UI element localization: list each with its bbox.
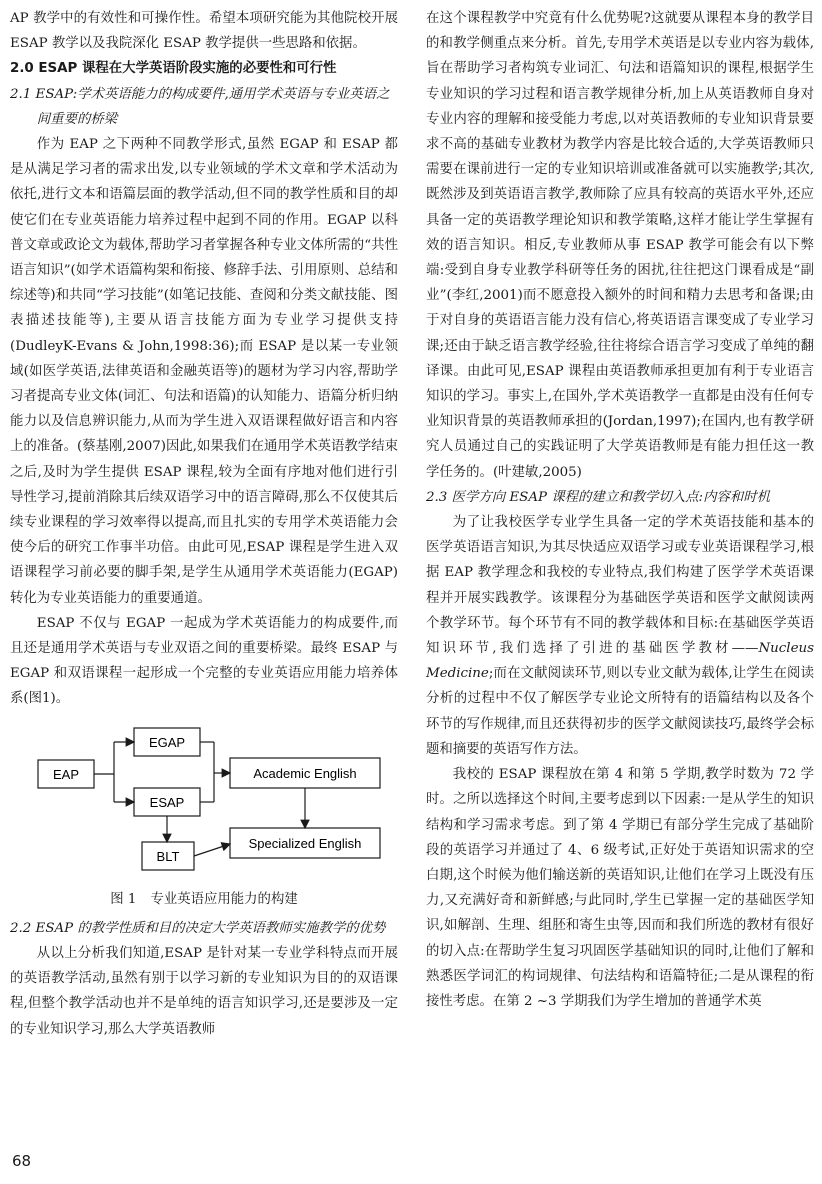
left-column — [10, 6, 398, 1042]
subsection-heading-2-1: 2.1 ESAP:学术英语能力的构成要件,通用学术英语与专业英语之间重要的桥梁 — [10, 86, 390, 127]
figure-title: 专业英语应用能力的构建 — [150, 891, 298, 907]
body-paragraph: 作为 EAP 之下两种不同教学形式,虽然 EGAP 和 ESAP 都是从满足学习者的需求出发,以专业领域的学术文章和学术活动为依托,进行文本和语篇层面的教学活动,但不同的教学性质和目的却使它们在专业英语能力培养过程中起到不同的作用。EGAP 以科普文章或政论文为载体,帮助学习者掌握各种专业文体所需的“共性语言知识”(如学术语篇构架和衔接、修辞手法、引用原则、总结和综述等)和共同“学习技能”(如笔记技能、查阅和分类文献技能、图表描述技能等),主要从语言技能方面为专业学习提供支持(DudleyK-Evans & John,1998:36);而 ESAP 是以某一专业领域(如医学英语,法律英语和金融英语等)的题材为学习内容,帮助学习者提高专业文体(词汇、句法和语篇)的认知能力、语篇分析归纳能力以及信息辨识能力,从而为学生进入双语课程做好语言和内容上的准备。(蔡基刚,2007)因此,如果我们在通用学术英语教学结束之后,及时为学生提供 ESAP 课程,较为全面有序地对他们进行引导性学习,提前消除其后续双语学习中的语言障碍,那么不仅使其后续专业课程的学习效率得以提高,而且扎实的专用学术英语能力会使今后的研究工作事半功倍。由此可见,ESAP 课程是学生进入双语课程学习前必要的脚手架,是学生从通用学术英语能力(EGAP)转化为专业英语能力的重要通道。 — [10, 137, 398, 606]
section-heading-2-0: 2.0 ESAP 课程在大学英语阶段实施的必要性和可行性 — [10, 61, 337, 77]
textbook-title: Nucleus Medicine — [426, 641, 814, 682]
subsection-heading-2-3: 2.3 医学方向 ESAP 课程的建立和教学切入点:内容和时机 — [426, 489, 771, 505]
right-column — [426, 6, 814, 1014]
figure-number: 图 1 — [110, 891, 137, 907]
blt-label: BLT — [156, 848, 180, 864]
specialized-english-label: Specialized English — [248, 835, 362, 851]
body-paragraph: 我校的 ESAP 课程放在第 4 和第 5 学期,教学时数为 72 学时。之所以选择这个时间,主要考虑到以下因素:一是从学生的知识结构和学习需求考虑。到了第 4 学期已有部分学生完成了基础阶段的英语学习并通过了 4、6 级考试,正好处于英语知识需求的空白期,这个时候为他们输送新的英语知识,让他们在学习上既没有压力,又充满好奇和新鲜感;与此同时,学生已掌握一定的基础医学知识,如解剖、生理、组胚和寄生虫等,因而和我们所选的教材有很好的切入点:在帮助学生复习巩固医学基础知识的同时,让他们了解和熟悉医学词汇的构词规律、句法结构和语篇特征;二是从课程的衔接性考虑。在第 2 ~3 学期我们为学生增加的普通学术英 — [426, 767, 814, 1009]
figure-1-diagram — [10, 722, 398, 882]
eap-label: EAP — [52, 766, 80, 782]
subsection-heading-2-2: 2.2 ESAP 的教学性质和目的决定大学英语教师实施教学的优势 — [10, 920, 386, 936]
body-paragraph: ESAP 不仅与 EGAP 一起成为学术英语能力的构成要件,而且还是通用学术英语与专业双语之间的重要桥梁。最终 ESAP 与 EGAP 和双语课程一起形成一个完整的专业英语应用能力培养体系(图1)。 — [10, 615, 398, 707]
body-paragraph — [426, 510, 814, 762]
body-paragraph: 从以上分析我们知道,ESAP 是针对某一专业学科特点而开展的英语教学活动,虽然有别于以学习新的专业知识为目的的双语课程,但整个教学活动也并不是单纯的语言知识学习,还是要涉及一定的专业知识学习,那么大学英语教师 — [10, 945, 398, 1037]
flow-diagram — [10, 722, 398, 882]
page-number: 68 — [12, 1152, 32, 1170]
paragraph-part: 为了让我校医学专业学生具备一定的学术英语技能和基本的医学英语语言知识,为其尽快适应双语学习或专业英语课程学习,根据 EAP 教学理念和我校的专业特点,我们构建了医学学术英语课程并开展实践教学。该课程分为基础医学英语和医学文献阅读两个教学环节。每个环节有不同的教学载体和目标:在基础医学英语知识环节,我们选择了引进的基础医学教材—— — [426, 515, 814, 657]
academic-english-label: Academic English — [253, 765, 357, 781]
esap-label: ESAP — [149, 794, 185, 810]
egap-label: EGAP — [148, 734, 186, 750]
paragraph-part: ;而在文献阅读环节,则以专业文献为载体,让学生在阅读分析的过程中不仅了解医学专业论文所特有的语篇结构以及各个环节的写作规律,而且还获得初步的医学文献阅读技巧,最终学会标题和摘要的英语写作方法。 — [426, 666, 814, 757]
body-paragraph: 在这个课程教学中究竟有什么优势呢?这就要从课程本身的教学目的和教学侧重点来分析。首先,专用学术英语是以专业内容为载体,旨在帮助学习者构筑专业词汇、句法和语篇知识的课程,根据学生专业知识的学习过程和语言教学规律分析,加上从英语教师自身对专业内容的理解和接受能力考虑,以对英语教师的专业知识背景要求不高的基础专业教材为教学内容是比较合适的,大学英语教师只需要在课前进行一定的专业知识培训或准备就可以实施教学;其次,既然涉及到英语语言教学,教师除了应具有较高的英语水平外,还应具备一定的英语教学理论知识和教学策略,这样才能让学生掌握有效的语言知识。相反,专业教师从事 ESAP 教学可能会有以下弊端:受到自身专业教学科研等任务的困扰,往往把这门课看成是“副业”(李红,2001)而不愿意投入额外的时间和精力去思考和备课;由于对自身的英语语言能力没有信心,将英语语言课变成了专业学习课;还由于缺乏语言教学经验,往往将综合语言学习变成了单纯的翻译课。由此可见,ESAP 课程由英语教师承担更加有利于专业语言知识的学习。事实上,在国外,学术英语教学一直都是由没有任何专业知识背景的英语教师承担的(Jordan,1997);在国内,也有教学研究人员通过自己的实践证明了大学英语教师是有能力担任这一教学任务的。(叶建敏,2005) — [426, 11, 814, 480]
figure-caption — [10, 888, 398, 912]
intro-paragraph: AP 教学中的有效性和可操作性。希望本项研究能为其他院校开展 ESAP 教学以及我院深化 ESAP 教学提供一些思路和依据。 — [10, 11, 398, 52]
